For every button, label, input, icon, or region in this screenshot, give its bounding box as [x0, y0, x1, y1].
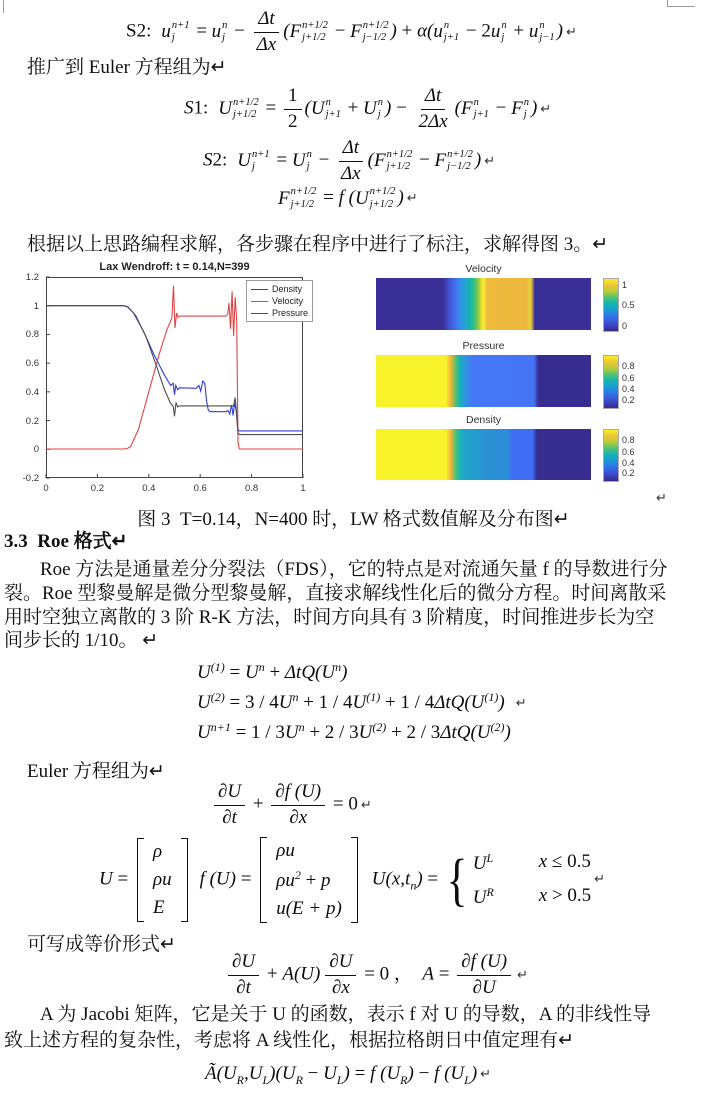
roe-paragraph-line: Roe 方法是通量差分分裂法（FDS），它的特点是对流通矢量 f 的导数进行分 [40, 559, 668, 580]
y-tick-label: 0.8 [25, 329, 39, 341]
equation-rk1: $U^{(1)} = U^n + \Delta tQ(U^n)$ [197, 660, 348, 683]
legend-entry: Pressure [251, 308, 308, 318]
paragraph-mark: ↵ [656, 490, 667, 505]
figure-caption: 图 3 T=0.14，N=400 时，LW 格式数值解及分布图↵ [137, 509, 570, 530]
jacobi-paragraph-line: A 为 Jacobi 矩阵，它是关于 U 的函数，表示 f 对 U 的导数，A 的非线性导 [40, 1004, 652, 1025]
colorbar-tick-label: 0.2 [622, 468, 635, 479]
legend-line-sample [251, 301, 268, 302]
roe-paragraph-line: 用时空独立离散的 3 阶 R-K 方法，时间方向具有 3 阶精度，时间推进步长为空 [4, 607, 655, 628]
legend-line-sample [251, 313, 268, 314]
colorbar-tick-label: 0.6 [622, 373, 635, 384]
heatmap-strip-density [376, 429, 591, 480]
x-tick-label: 0.4 [142, 483, 156, 494]
heatmap-strip-velocity [376, 278, 591, 330]
x-tick-label: 0.8 [244, 483, 259, 494]
chart-title: Lax Wendroff: t = 0.14,N=399 [99, 261, 250, 273]
paragraph-solve-note: 根据以上思路编程求解，各步骤在程序中进行了标注，求解得图 3。↵ [27, 234, 609, 255]
heatmap-title: Velocity [465, 263, 502, 275]
paragraph-equiv-label: 可写成等价形式↵ [27, 934, 176, 955]
y-tick-label: 0.2 [25, 415, 39, 427]
y-tick-label: 0 [33, 444, 39, 456]
colorbar-tick-label: 0.6 [622, 446, 635, 457]
x-tick-label: 1 [300, 483, 306, 494]
roe-paragraph-line: 间步长的 1/10。 ↵ [4, 630, 159, 651]
equation-pde: $\frac{\partial U}{\partial t}$ + $\frac{\partial f (U)}{\partial x}$ = 0 ↵ [211, 781, 372, 830]
colorbar-tick-label: 1 [622, 279, 628, 290]
figure-3 [0, 258, 707, 508]
heatmap-title: Pressure [462, 340, 505, 352]
equation-conservative-vars: U = ρ ρu E f (U) = ρu $\rho u^2 + p$ u(E + p) $U(x,t_n)$ = { $U^L$ x ≤ 0.5 $U^R$ x > 0.5 ↵ [99, 836, 605, 924]
x-tick-label: 0.6 [193, 483, 207, 494]
equation-s2-system: S2: U n+1 j = U n j − $\frac{\Delta t}{\Delta x}$ ( F n+1/2 j+1/2 − F n+1/2 j−1/2 ) ↵ [203, 137, 496, 184]
equation-rk3: $U^{n+1} = 1 / 3U^n + 2 / 3U^{(2)} + 2 / 3\Delta tQ(U^{(2)})$ [197, 720, 511, 743]
paragraph-extend-euler: 推广到 Euler 方程组为↵ [27, 57, 227, 78]
text-boundary-mark-left [3, 0, 12, 13]
legend-entry: Velocity [251, 296, 308, 306]
colorbar-tick-label: 0 [622, 320, 628, 331]
colorbar-tick-label: 0.2 [622, 395, 635, 406]
legend-line-sample [251, 289, 268, 290]
equation-quasilinear: $\frac{\partial U}{\partial t}$ + A(U) $\frac{\partial U}{\partial x}$ = 0 ， A = $\frac{\partial f (U)}{\partial U}$ ↵ [225, 951, 528, 1000]
text-boundary-mark-right [667, 0, 695, 7]
distribution-heatmaps [365, 258, 707, 508]
paragraph-euler-label: Euler 方程组为↵ [27, 761, 165, 782]
equation-s2-scalar: S2: u n+1 j = u n j − $\frac{\Delta t}{\Delta x}$ ( F n+1/2 j+1/2 − F n+1/2 j−1/2 ) + α( u n j+1 − 2 u n j + u n j−1 ) ↵ [126, 8, 577, 55]
equation-rk2: $U^{(2)} = 3 / 4U^n + 1 / 4U^{(1)} + 1 / 4\Delta tQ(U^{(1)})$ ↵ [197, 690, 527, 713]
y-tick-label: 1.2 [25, 272, 39, 283]
equation-flux: F n+1/2 j+1/2 = f ( U n+1/2 j+1/2 ) ↵ [278, 186, 418, 210]
x-tick-label: 0 [43, 483, 49, 494]
line-chart [0, 258, 340, 508]
x-tick-label: 0.2 [90, 483, 104, 494]
y-tick-label: -0.2 [22, 473, 39, 484]
colorbar-tick-label: 0.8 [622, 361, 635, 372]
jacobi-paragraph-line: 致上述方程的复杂性，考虑将 A 线性化，根据拉格朗日中值定理有↵ [4, 1030, 575, 1051]
roe-paragraph-line: 裂。Roe 型黎曼解是微分型黎曼解，直接求解线性化后的微分方程。时间离散采 [4, 583, 667, 604]
colorbar-tick-label: 0.4 [622, 384, 635, 395]
colorbar-tick-label: 0.5 [622, 300, 635, 311]
heatmap-title: Density [465, 414, 501, 426]
y-tick-label: 0.6 [25, 358, 39, 370]
colorbar [603, 278, 619, 332]
colorbar-tick-label: 0.8 [622, 435, 635, 446]
colorbar-tick-label: 0.4 [622, 457, 635, 468]
chart-legend [246, 280, 313, 322]
colorbar [603, 429, 619, 482]
y-tick-label: 0.4 [25, 386, 39, 398]
heatmap-strip-pressure [376, 355, 591, 407]
colorbar [603, 355, 619, 409]
y-tick-label: 1 [33, 300, 39, 312]
equation-s1-system: S1: U n+1/2 j+1/2 = $\frac{1}{2}$ ( U n j+1 + U n j ) − $\frac{\Delta t}{2\Delta x}$ ( F n j+1 − F n j ) ↵ [184, 85, 552, 132]
equation-roe-linearized: $Ã(U_R,U_L)(U_R - U_L) = f$ $(U_R) - f$ $(U_L)$ ↵ [205, 1063, 492, 1087]
section-heading: 3.3 Roe 格式↵ [4, 531, 128, 552]
legend-entry: Density [251, 284, 308, 294]
